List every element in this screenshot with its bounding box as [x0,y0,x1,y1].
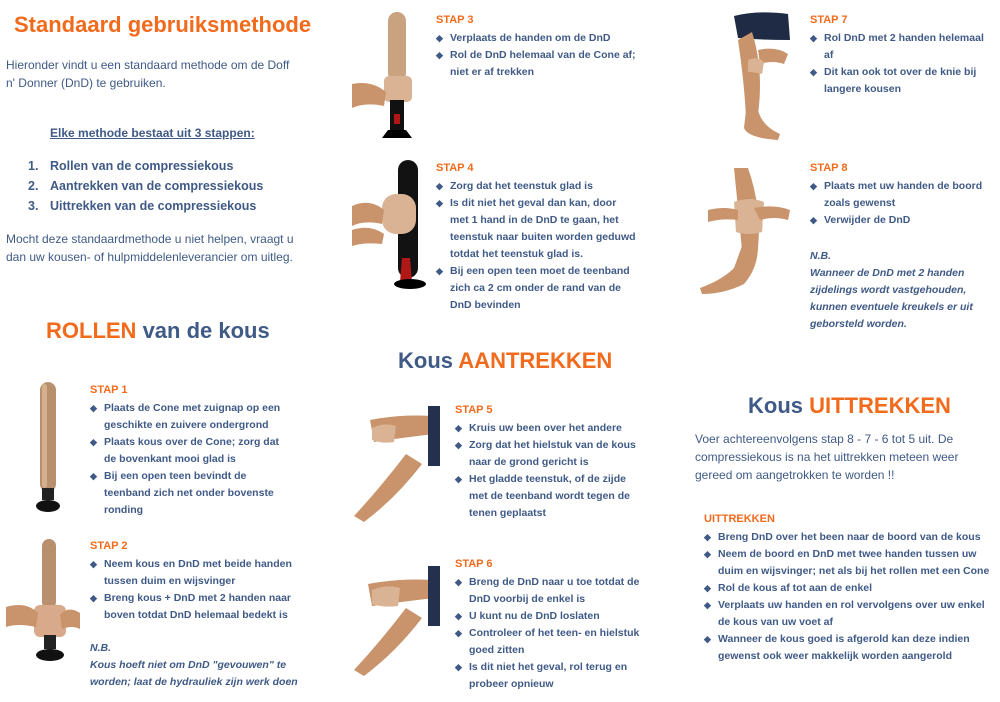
list-item: ◆ Kruis uw been over het andere [455,420,645,437]
list-item: ◆ Bij een open teen bevindt de teenband zich net onder bovenste ronding [90,468,290,519]
uittrekken-intro: Voer achtereenvolgens stap 8 - 7 - 6 tot 5 uit. De compressiekous is na het uittrekken meteen weer gereed om aangetrokken te worden !! [695,432,959,482]
list-item: ◆ Bij een open teen moet de teenband zich ca 2 cm onder de rand van de DnD bevinden [436,263,636,314]
list-item: ◆ Verplaats de handen om de DnD [436,30,636,47]
list-item: ◆ Neem de boord en DnD met twee handen tussen uw duim en wijsvinger; net als bij het rollen met een Cone [704,546,994,580]
list-item: ◆ Is dit niet het geval dan kan, door met 1 hand in de DnD te gaan, het teenstuk naar buiten worden geduwd totdat het teenstuk glad is. [436,195,636,263]
steps-list-item: 2. Aantrekken van de compressiekous [28,179,264,193]
list-item: ◆ Zorg dat het teenstuk glad is [436,178,636,195]
steps-list-item: 3. Uittrekken van de compressiekous [28,199,257,213]
section-title-rollen: ROLLEN van de kous [46,318,270,343]
list-item: ◆ Dit kan ook tot over de knie bij langere kousen [810,64,990,98]
list-item: ◆ Neem kous en DnD met beide handen tussen duim en wijsvinger [90,556,300,590]
stap2-nb-text: Kous hoeft niet om DnD "gevouwen" te worden; laat de hydrauliek zijn werk doen [90,659,298,688]
section-title-aantrekken: Kous AANTREKKEN [398,348,613,373]
stap5-list [455,420,645,522]
stap5-label: STAP 5 [455,404,493,416]
stap8-nb-text: Wanneer de DnD met 2 handen zijdelings wordt vastgehouden, kunnen eventuele kreukels er uit geborsteld worden. [810,267,973,330]
steps-list-item: 1. Rollen van de compressiekous [28,159,234,173]
stap2-list [90,556,300,624]
list-item: ◆ Breng DnD over het been naar de boord van de kous [704,529,994,546]
steps-heading: Elke methode bestaat uit 3 stappen: [50,126,255,140]
stap6-list [455,574,645,693]
uittrekken-list [704,529,994,665]
list-item: ◆ Rol de DnD helemaal van de Cone af; niet er af trekken [436,47,636,81]
cone-photo [30,378,66,516]
stap6-label: STAP 6 [455,558,493,570]
list-item: ◆ Controleer of het teen- en hielstuk goed zitten [455,625,645,659]
stap8-list [810,178,990,229]
stap7-list [810,30,990,98]
list-item: ◆ U kunt nu de DnD loslaten [455,608,645,625]
list-item: ◆ Het gladde teenstuk, of de zijde met de teenband wordt tegen de tenen geplaatst [455,471,645,522]
list-item: ◆ Verwijder de DnD [810,212,990,229]
stap8-label: STAP 8 [810,162,848,174]
stap2-label: STAP 2 [90,540,128,552]
stap3-photo [352,10,428,138]
section-title-uittrekken: Kous UITTREKKEN [748,393,951,418]
stap3-label: STAP 3 [436,14,474,26]
stap1-list [90,400,290,519]
stap7-photo [718,10,802,142]
uittrekken-label: UITTREKKEN [704,513,775,525]
list-item: ◆ Plaats de Cone met zuignap op een geschikte en zuivere ondergrond [90,400,290,434]
stap6-photo [350,556,440,676]
stap7-label: STAP 7 [810,14,848,26]
list-item: ◆ Rol de kous af tot aan de enkel [704,580,994,597]
intro-text: Hieronder vindt u een standaard methode om de Doff n' Donner (DnD) te gebruiken. [6,58,290,90]
list-item: ◆ Breng de DnD naar u toe totdat de DnD voorbij de enkel is [455,574,645,608]
stap4-list [436,178,636,314]
page-title: Standaard gebruiksmethode [14,12,312,37]
list-item: ◆ Wanneer de kous goed is afgerold kan deze indien gewenst ook weer makkelijk worden aangerold [704,631,994,665]
stap2-nb-title: N.B. [90,642,111,654]
stap4-photo [352,158,428,290]
stap5-photo [350,398,440,522]
stap2-photo [6,535,80,665]
list-item: ◆ Plaats met uw handen de boord zoals gewenst [810,178,990,212]
steps-list [28,156,318,216]
list-item: ◆ Is dit niet het geval, rol terug en probeer opnieuw [455,659,645,693]
stap4-label: STAP 4 [436,162,474,174]
list-item: ◆ Breng kous + DnD met 2 handen naar boven totdat DnD helemaal bedekt is [90,590,300,624]
stap8-photo [698,168,796,298]
stap3-list [436,30,636,81]
list-item: ◆ Verplaats uw handen en rol vervolgens over uw enkel de kous van uw voet af [704,597,994,631]
list-item: ◆ Plaats kous over de Cone; zorg dat de bovenkant mooi glad is [90,434,290,468]
list-item: ◆ Zorg dat het hielstuk van de kous naar de grond gericht is [455,437,645,471]
list-item: ◆ Rol DnD met 2 handen helemaal af [810,30,990,64]
help-text: Mocht deze standaardmethode u niet helpen, vraagt u dan uw kousen- of hulpmiddelenleverancier om uitleg. [6,232,294,264]
stap1-label: STAP 1 [90,384,128,396]
stap8-nb-title: N.B. [810,250,831,262]
